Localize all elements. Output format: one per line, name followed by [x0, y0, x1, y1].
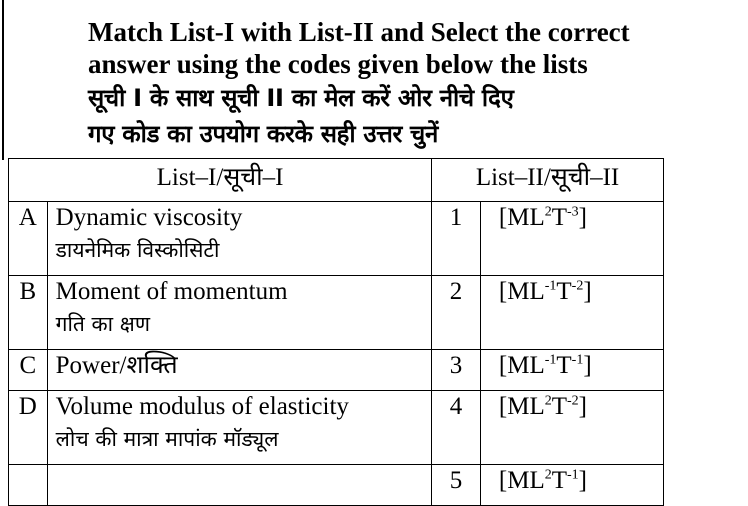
list1-item-english: Volume modulus of elasticity: [55, 393, 349, 420]
dim-base: T: [556, 352, 572, 379]
list1-item-hindi: गति का क्षण: [55, 312, 151, 336]
table-header-row: [9, 159, 664, 202]
list2-number: 2: [432, 276, 481, 350]
table-row: [9, 276, 664, 350]
dim-base: [ML: [498, 204, 545, 231]
list2-dimension: [480, 202, 663, 276]
table-row: [9, 350, 664, 391]
dim-base: T: [551, 204, 567, 231]
dim-exponent: 2: [544, 467, 552, 483]
question-english-line-2: answer using the codes given below the lists: [88, 49, 588, 79]
list1-letter-empty: [9, 465, 48, 506]
list1-item: [47, 276, 431, 350]
dim-close: ]: [583, 278, 592, 305]
list2-dimension: [480, 276, 663, 350]
list2-dimension: [480, 391, 663, 465]
dim-exponent: -2: [567, 393, 579, 409]
list2-dimension: [480, 465, 663, 506]
table-row: [9, 465, 664, 506]
list2-number: 4: [432, 391, 481, 465]
dim-exponent: -1: [567, 467, 579, 483]
dim-exponent: -3: [567, 204, 579, 220]
dim-exponent: -1: [544, 352, 557, 368]
dim-base: [ML: [498, 467, 545, 494]
table-row: [9, 391, 664, 465]
list1-item-english: Moment of momentum: [55, 278, 288, 305]
dim-close: ]: [578, 393, 587, 420]
list1-letter: C: [9, 350, 48, 391]
dim-close: ]: [578, 467, 587, 494]
list2-number: 1: [432, 202, 481, 276]
list1-item-empty: [47, 465, 431, 506]
list1-item: [47, 350, 431, 391]
dim-base: [ML: [498, 278, 545, 305]
question-block: [88, 16, 738, 152]
header-list-1: List–I/सूची–I: [9, 159, 432, 202]
dim-close: ]: [578, 204, 587, 231]
list1-item-english: Power/शक्ति: [55, 352, 178, 379]
list2-dimension: [480, 350, 663, 391]
list1-letter: A: [9, 202, 48, 276]
dim-close: ]: [583, 352, 592, 379]
list1-letter: B: [9, 276, 48, 350]
dim-exponent: -1: [544, 278, 557, 294]
list1-item-hindi: डायनेमिक विस्कोसिटी: [55, 238, 220, 262]
dim-exponent: -2: [571, 278, 584, 294]
dim-base: T: [556, 278, 572, 305]
dim-exponent: 2: [544, 393, 552, 409]
list1-letter: D: [9, 391, 48, 465]
question-english-line-1: Match List-I with List-II and Select the correct: [88, 17, 630, 47]
dim-base: [ML: [498, 352, 545, 379]
dim-base: [ML: [498, 393, 545, 420]
list1-item: [47, 202, 431, 276]
list1-item: [47, 391, 431, 465]
table-row: [9, 202, 664, 276]
header-list-2: List–II/सूची–II: [432, 159, 664, 202]
list2-number: 3: [432, 350, 481, 391]
list1-item-hindi: लोच की मात्रा मापांक मॉड्यूल: [55, 427, 279, 451]
dim-exponent: -1: [571, 352, 584, 368]
dim-base: T: [551, 467, 567, 494]
list2-number: 5: [432, 465, 481, 506]
question-hindi-line-2: गए कोड का उपयोग करके सही उत्तर चुनें: [88, 120, 439, 148]
match-table: [8, 158, 664, 506]
list1-item-english: Dynamic viscosity: [55, 204, 243, 231]
dim-exponent: 2: [544, 204, 552, 220]
left-margin-rule: [2, 0, 4, 160]
question-hindi-line-1: सूची I के साथ सूची II का मेल करें ओर नीचे दिए: [88, 84, 514, 112]
dim-base: T: [551, 393, 567, 420]
